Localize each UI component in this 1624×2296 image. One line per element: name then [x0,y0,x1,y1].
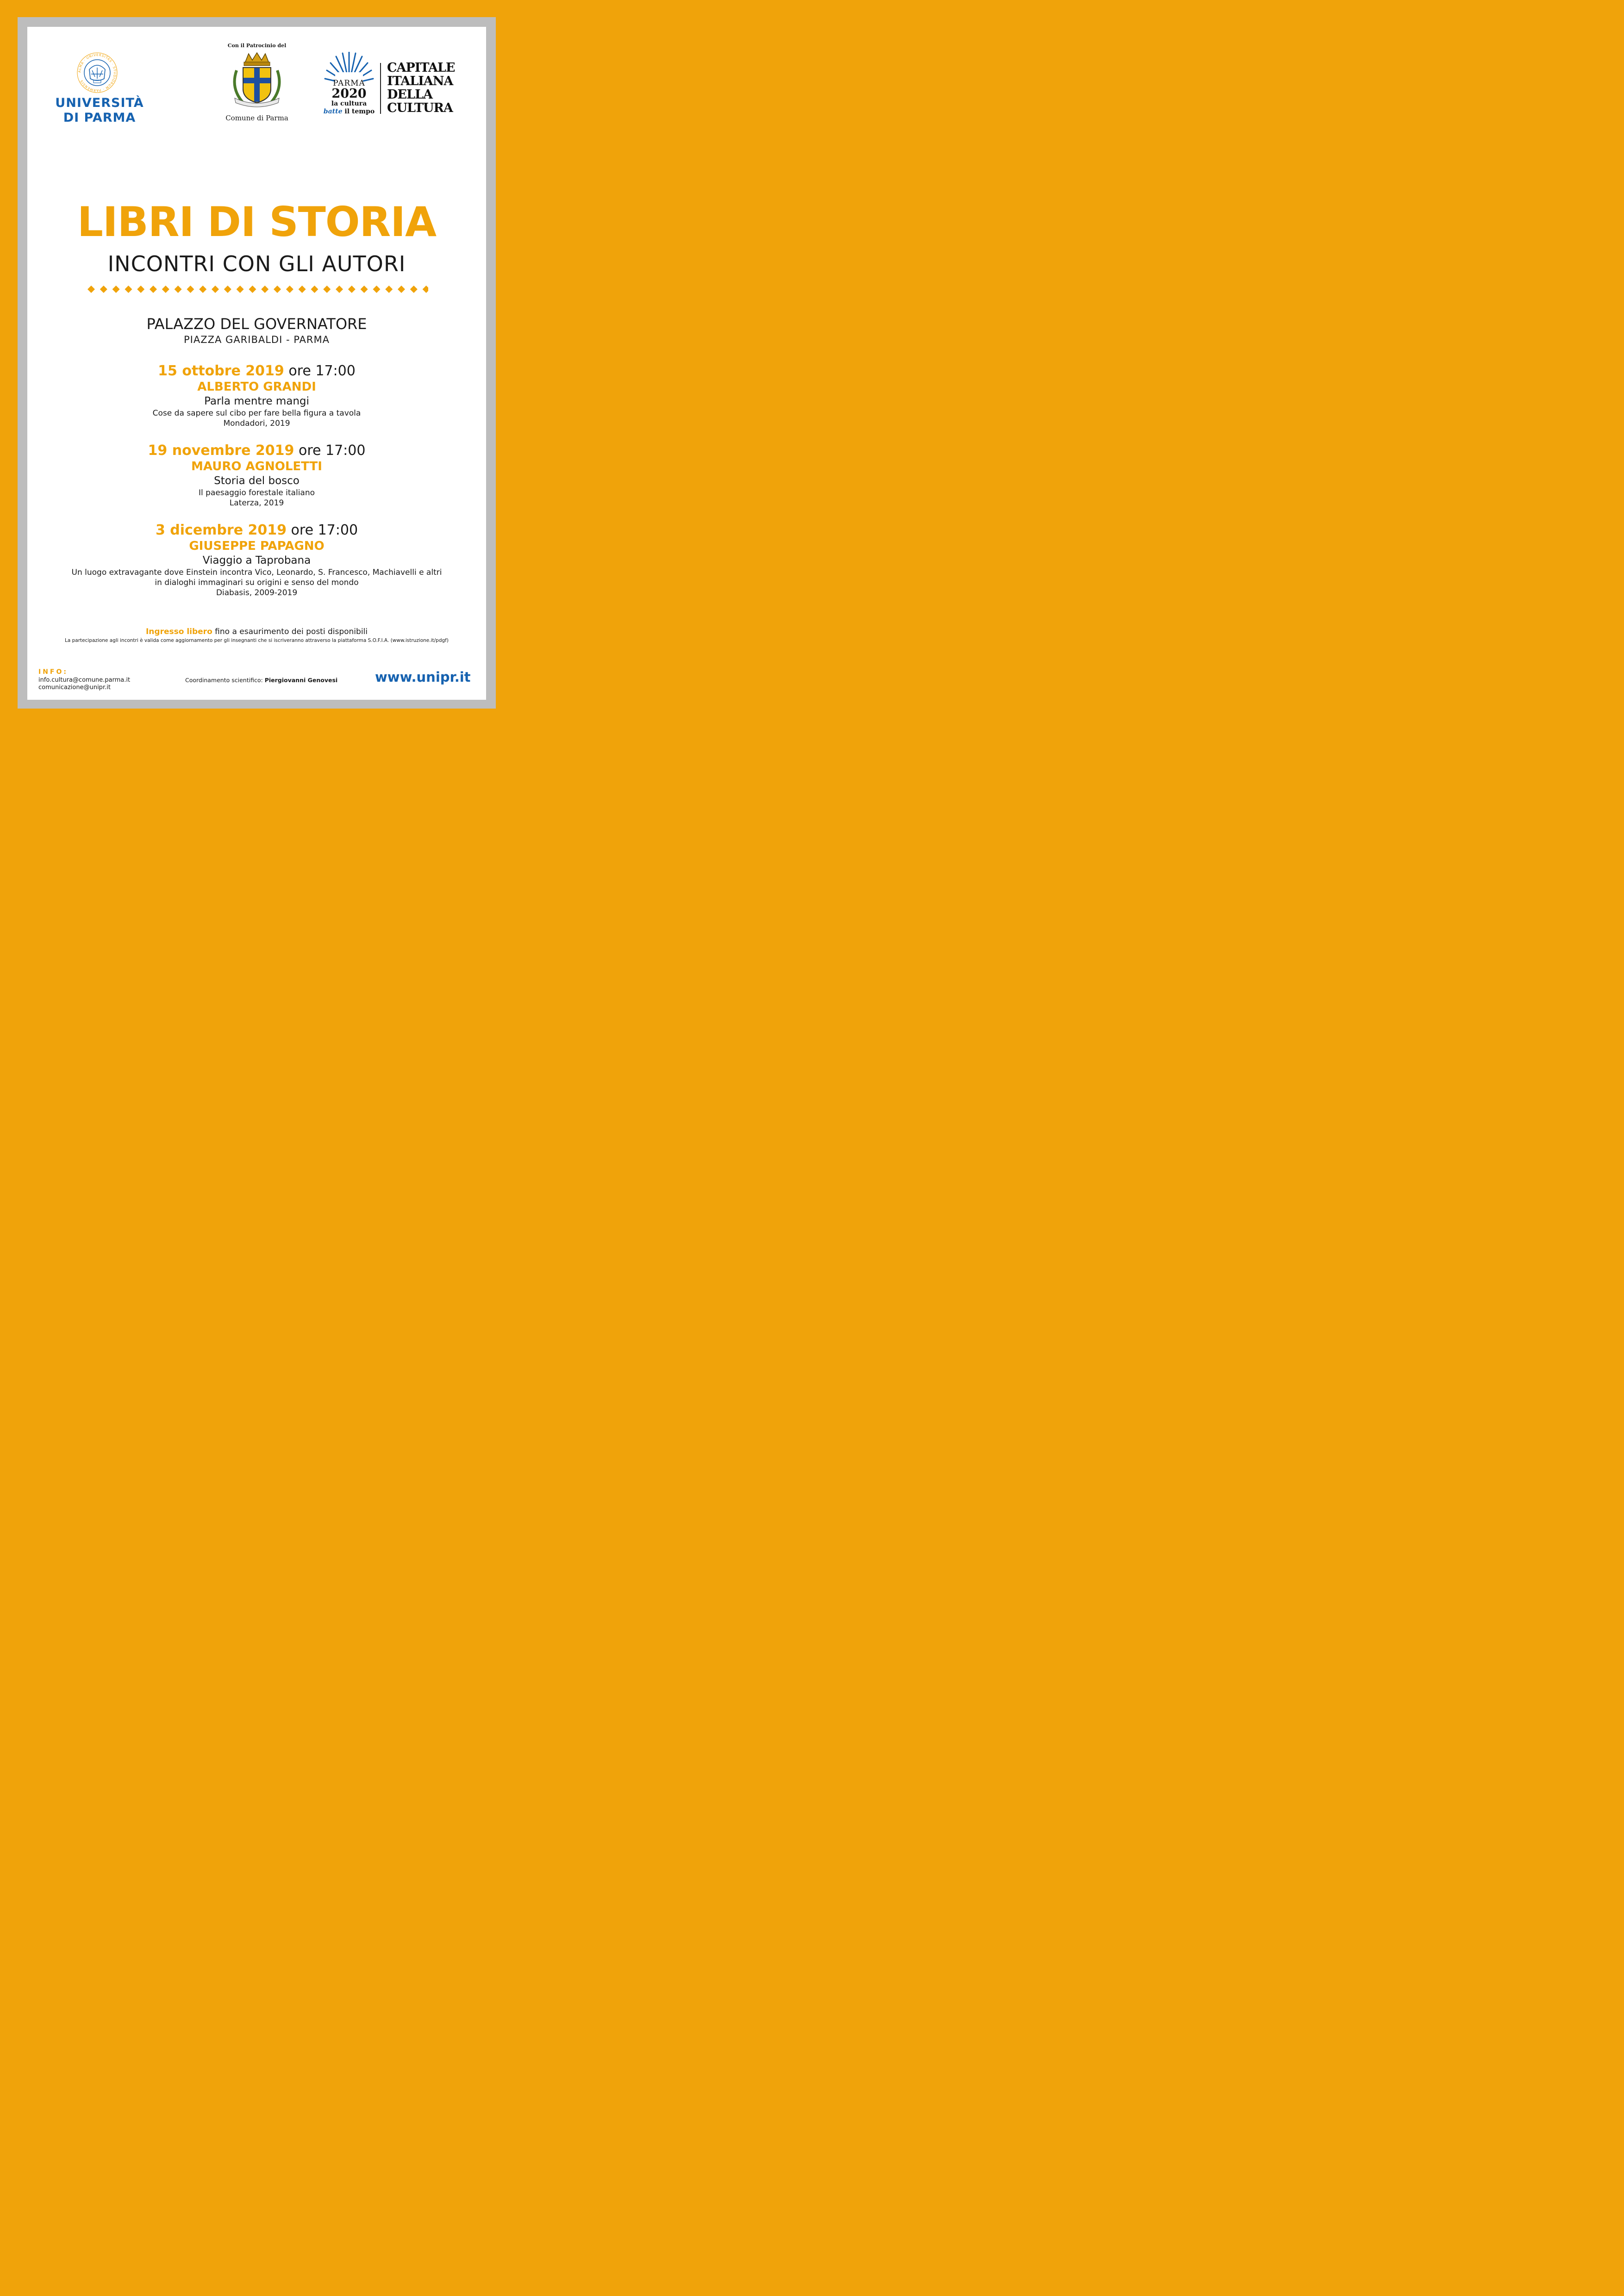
ingresso-rest: fino a esaurimento dei posti disponibili [215,627,368,636]
comune-coat-of-arms-icon [228,52,286,111]
university-seal-icon [76,52,118,93]
diamond-ornament [112,286,120,293]
diamond-ornament [361,286,368,293]
diamond-ornament [187,286,194,293]
diamond-ornament [237,286,244,293]
event-1-date-line [28,363,486,380]
event-1-book-title: Parla mentre mangi [204,395,309,407]
event-3-date-line [28,522,486,539]
ingresso-bold: Ingresso libero [145,627,212,636]
diamond-ornament [100,286,107,293]
capitale-line-1: CAPITALE [387,61,455,75]
capitale-line-3: DELLA [387,87,432,102]
venue-name: PALAZZO DEL GOVERNATORE [146,315,367,333]
parma2020-tagline-italic: batte [323,108,343,115]
info-label: INFO: [38,668,68,676]
event-2-author: MAURO AGNOLETTI [191,460,322,473]
diamond-ornament [162,286,169,293]
diamond-ornament [410,286,418,293]
diamond-ornament [311,286,318,293]
diamond-ornament [348,286,356,293]
diamond-ornament [175,286,182,293]
parma2020-tagline-2 [319,108,379,116]
event-3-date: 3 dicembre 2019 [155,522,287,538]
event-3-time: ore 17:00 [291,522,358,538]
info-email-2[interactable]: comunicazione@unipr.it [38,684,111,691]
event-3-author: GIUSEPPE PAPAGNO [189,539,325,553]
capitale-divider [380,63,381,114]
event-3-book-title: Viaggio a Taprobana [202,554,311,566]
event-1-book-subtitle: Cose da sapere sul cibo per fare bella figura a tavola [152,409,361,418]
diamond-ornament [212,286,219,293]
event-2-time: ore 17:00 [298,442,366,459]
diamond-ornament [336,286,343,293]
diamond-ornament [224,286,231,293]
university-name-line1: UNIVERSITÀ [55,96,144,110]
event-2-date: 19 novembre 2019 [148,442,294,459]
parma2020-year: 2020 [331,87,367,101]
patrocinio-label: Con il Patrocinio del [227,43,287,49]
parma2020-city: PARMA [333,79,365,88]
event-1-author: ALBERTO GRANDI [197,380,316,394]
event-1-date: 15 ottobre 2019 [158,363,284,379]
event-3-publisher: Diabasis, 2009-2019 [216,588,298,597]
diamond-ornament [299,286,306,293]
diamond-ornament [150,286,157,293]
event-2 [28,442,486,508]
event-3 [28,522,486,598]
seal-text: ALMA · UNIVERSITAS · STUDIORUM · PARMENSIS [77,53,117,93]
venue-address: PIAZZA GARIBALDI - PARMA [184,334,330,345]
coordinamento-label: Coordinamento scientifico: [185,677,263,684]
diamond-divider [86,284,428,294]
diamond-ornament [199,286,206,293]
parma2020-tagline-1: la cultura [331,100,367,107]
event-2-date-line [28,442,486,459]
partecipazione-note: La partecipazione agli incontri è valida come aggiornamento per gli insegnanti che si iscriveranno attraverso la piattaforma S.O.F.I.A. (www.istruzione.it/pdgf) [65,638,449,643]
diamond-ornament [323,286,331,293]
coordinamento-name: Piergiovanni Genovesi [264,677,338,684]
diamond-ornament [137,286,144,293]
event-3-book-subtitle-2: in dialoghi immaginari su origini e senso del mondo [155,578,359,587]
diamond-ornament [423,286,428,293]
capitale-line-4: CULTURA [387,101,453,115]
diamond-ornament [249,286,256,293]
diamond-ornament [385,286,393,293]
poster [0,0,513,726]
event-2-book-title: Storia del bosco [214,475,300,487]
event-2-publisher: Laterza, 2019 [229,498,284,508]
university-name-line2: DI PARMA [63,111,136,125]
event-2-book-subtitle: Il paesaggio forestale italiano [198,488,315,498]
ingresso-note [28,627,486,637]
diamond-ornament [286,286,294,293]
main-title: LIBRI DI STORIA [77,198,437,246]
info-email-1[interactable]: info.cultura@comune.parma.it [38,677,131,684]
diamond-ornament [398,286,405,293]
diamond-ornament [373,286,380,293]
diamond-ornament [87,286,95,293]
parma2020-logo [319,80,379,116]
event-1-publisher: Mondadori, 2019 [223,419,290,428]
website-link[interactable]: www.unipr.it [375,669,471,685]
diamond-ornament [261,286,269,293]
event-1 [28,363,486,429]
event-1-time: ore 17:00 [288,363,356,379]
parma2020-tagline-rest: il tempo [342,108,375,115]
university-name [51,96,148,125]
diamond-ornament [274,286,281,293]
comune-label: Comune di Parma [225,114,288,122]
coordinamento [185,677,337,684]
capitale-cultura-wordmark [387,61,455,115]
subtitle: INCONTRI CON GLI AUTORI [107,251,406,276]
capitale-line-2: ITALIANA [387,74,453,88]
diamond-ornament [125,286,132,293]
event-3-book-subtitle-1: Un luogo extravagante dove Einstein incontra Vico, Leonardo, S. Francesco, Machiavelli e altri [71,568,442,577]
